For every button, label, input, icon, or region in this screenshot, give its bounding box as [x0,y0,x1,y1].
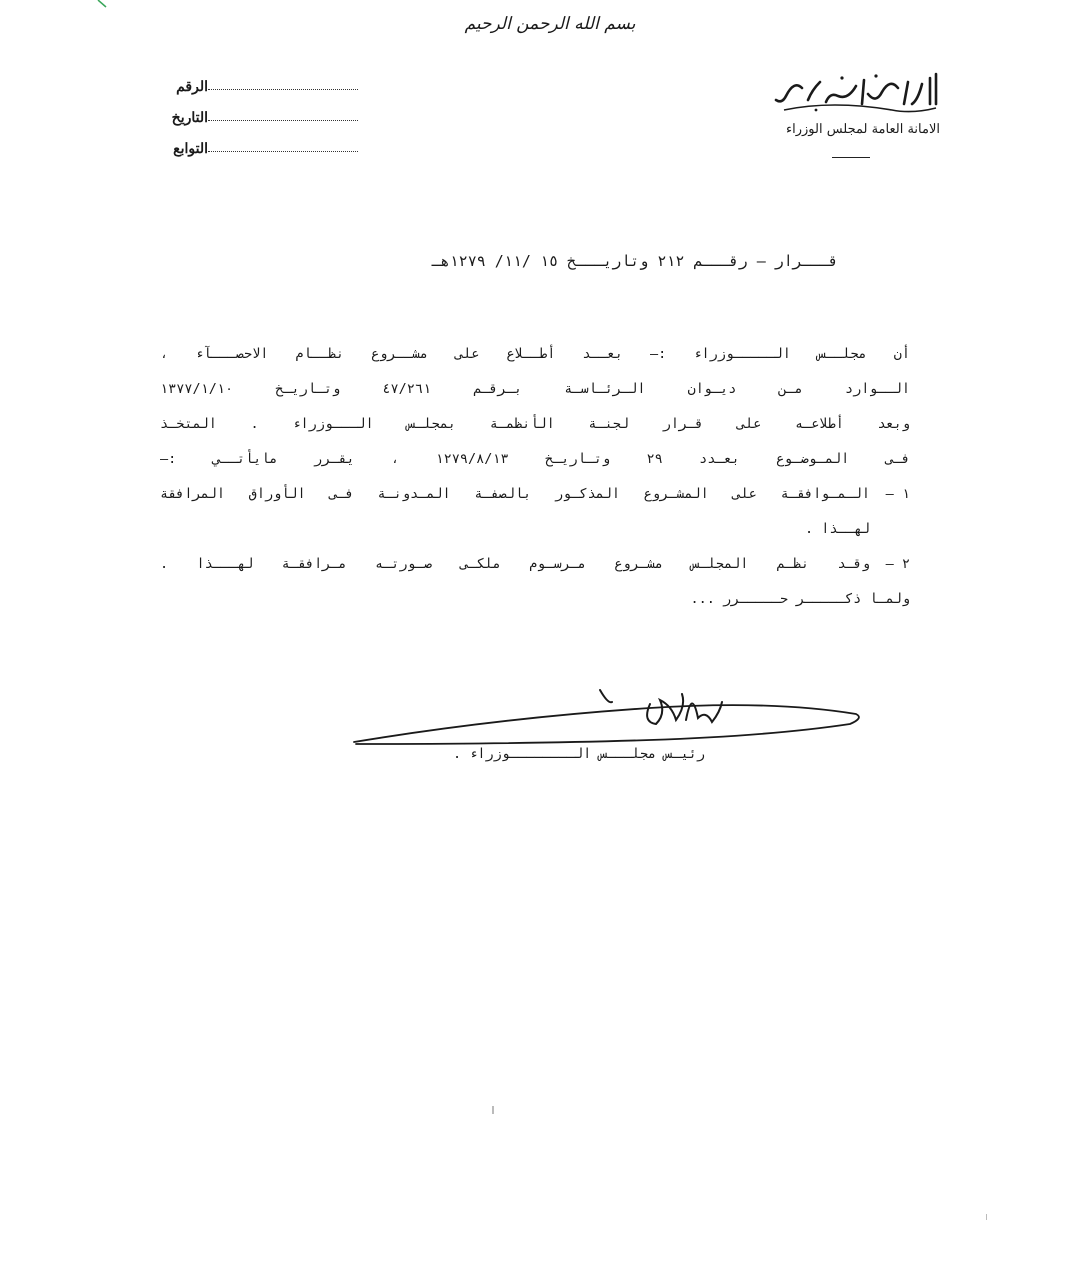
corner-mark-icon [96,0,116,10]
handwritten-signature [350,684,870,748]
attachments-label: التوابع [173,141,208,157]
date-dotted-line [208,119,358,121]
body-paragraph-line: وبعد أطلاعـه على قـرار لجنـة الأنظمـة بمجلـس الـــوزراء . المتخـذ [160,416,910,432]
reference-number-label: الرقم [176,79,208,95]
item-text: الـمـوافقـة على المشـروع المذكـور بالصفـة المـدونـة فـى الأوراق المرافقة [160,486,870,502]
signatory-title: رئيـس مجلـــس الــــــــوزراء . [453,746,705,762]
body-paragraph-line: أن مجلــس الـــــوزراء :– بعــد أطــلاع على مشــروع نظــام الاحصـــآء ، [160,346,910,362]
decision-item-2 [160,553,910,588]
letterhead-underline [832,157,870,158]
reference-number-dotted-line [208,88,358,90]
item-1-continuation: لهــذا . [804,521,870,537]
attachments-row [140,126,390,157]
item-number: ٢ – [885,556,910,572]
letterhead-logo [760,70,940,158]
attachments-dotted-line [208,150,358,152]
date-row [140,95,390,126]
scan-speck [986,1214,987,1220]
letterhead-caption: الامانة العامة لمجلس الوزراء [786,122,940,137]
item-text: وقـد نظـم المجلـس مشـروع مـرسـوم ملكـى صـورتـه مـرافقـة لهـــذا . [160,556,870,572]
body-paragraph-line: الــوارد مـن ديـوان الـرئـاسـة بـرقـم ٤٧/٢٦١ وتـاريـخ ١٣٧٧/١/١٠ [160,381,910,397]
scan-speck [492,1106,494,1114]
decision-body [160,343,910,623]
date-label: التاريخ [171,110,208,126]
calligraphy-emblem-icon [772,70,940,118]
basmala-heading: بسم الله الرحمن الرحيم [464,14,636,34]
item-number: ١ – [885,486,910,502]
reference-number-row [140,64,390,95]
closing-line: ولمـا ذكـــــر حـــــرر ... [690,591,910,607]
footer-cropped-text [150,1258,930,1264]
body-paragraph-line: فـى المـوضـوع بعـدد ٢٩ وتـاريـخ ١٢٧٩/٨/١٣ ، يقـرر مايأتــي :– [160,451,910,467]
reference-fields [140,64,390,157]
decision-title: قـــرار – رقـــم ٢١٢ وتاريـــخ ١٥ /١١/ ١٢٧٩هـ [431,252,838,270]
decision-item-1 [160,483,910,518]
